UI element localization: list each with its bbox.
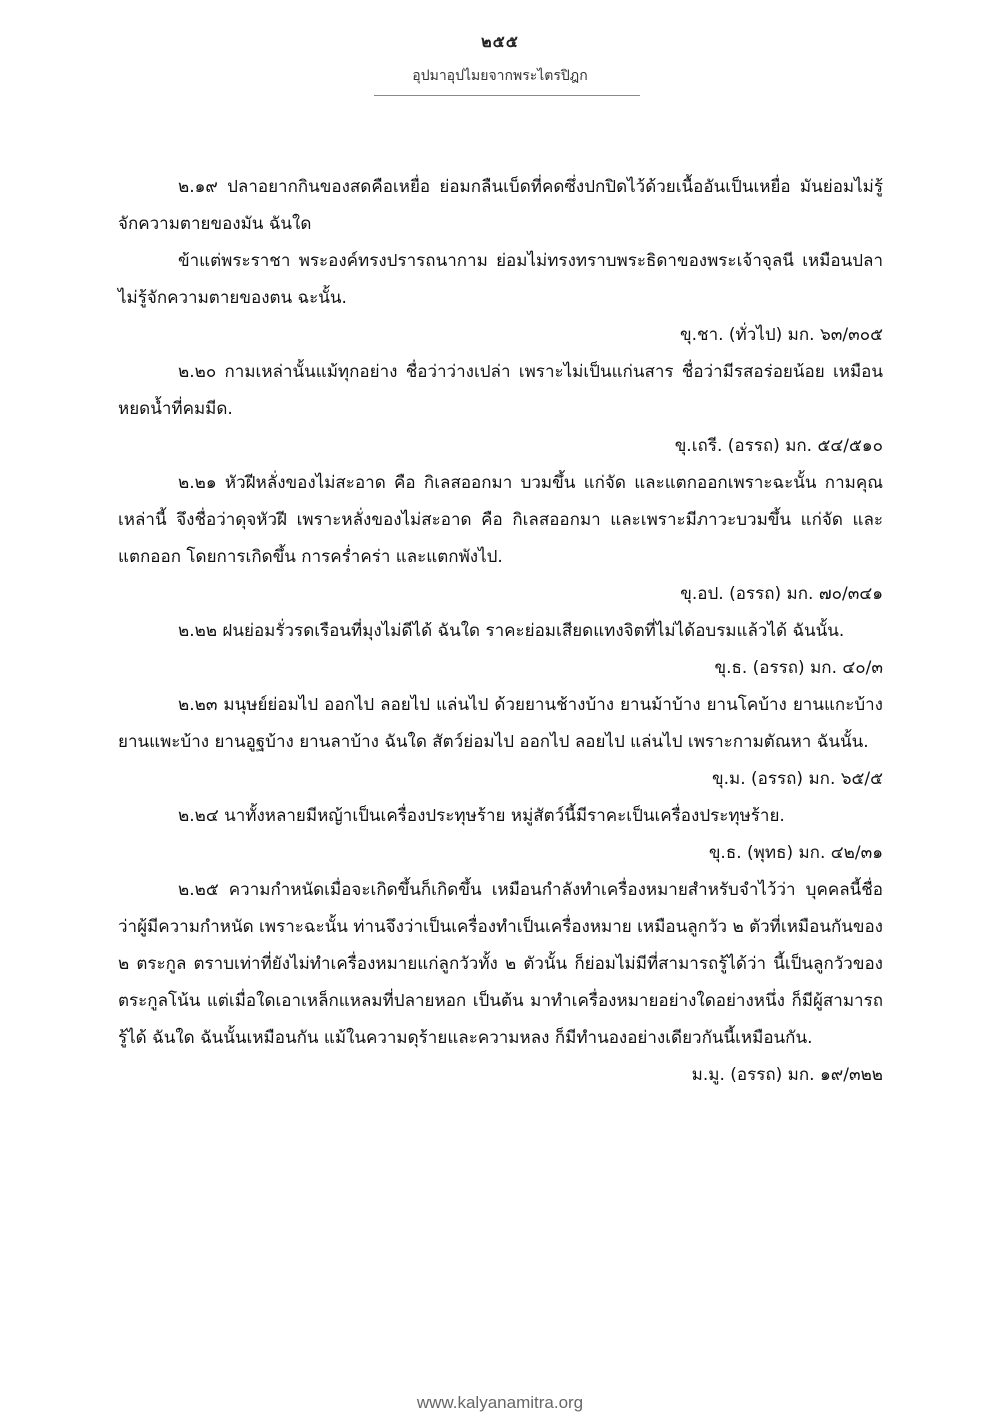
paragraph: ๒.๒๐ กามเหล่านั้นแม้ทุกอย่าง ชื่อว่าว่างเปล่า เพราะไม่เป็นแก่นสาร ชื่อว่ามีรสอร่อยน้อย เหมือนหยดน้ำที่คมมีด. — [118, 362, 883, 419]
source-reference: ขุ.เถรี. (อรรถ) มก. ๕๔/๕๑๐ — [674, 436, 883, 456]
entry — [118, 613, 883, 687]
entry — [118, 798, 883, 872]
footer-website-link[interactable]: www.kalyanamitra.org — [416, 1393, 584, 1412]
paragraph: ๒.๒๕ ความกำหนัดเมื่อจะเกิดขึ้นก็เกิดขึ้น เหมือนกำลังทำเครื่องหมายสำหรับจำไว้ว่า บุคคลนี้ชื่อว่าผู้มีความกำหนัด เพราะฉะนั้น ท่านจึงว่าเป็นเครื่องทำเป็นเครื่องหมาย เหมือนลูกวัว ๒ ตัวที่เหมือนกันของ ๒ ตระกูล ตราบเท่าที่ยังไม่ทำเครื่องหมายแก่ลูกวัวทั้ง ๒ ตัวนั้น ก็ย่อมไม่มีที่สามารถรู้ได้ว่า นี้เป็นลูกวัวของตระกูลโน้น แต่เมื่อใดเอาเหล็กแหลมที่ปลายหอก เป็นต้น มาทำเครื่องหมายอย่างใดอย่างหนึ่ง ก็มีผู้สามารถรู้ได้ ฉันใด ฉันนั้นเหมือนกัน แม้ในความดุร้ายและความหลง ก็มีทำนองอย่างเดียวกันนี้เหมือนกัน. — [118, 880, 883, 1048]
paragraph: ๒.๒๑ หัวฝีหลั่งของไม่สะอาด คือ กิเลสออกมา บวมขึ้น แก่จัด และแตกออกเพราะฉะนั้น กามคุณเหล่านี้ จึงชื่อว่าดุจหัวฝี เพราะหลั่งของไม่สะอาด คือ กิเลสออกมา และเพราะมีภาวะบวมขึ้น แก่จัด และแตกออก โดยการเกิดขึ้น การคร่ำคร่า และแตกพังไป. — [118, 473, 883, 567]
entry — [118, 872, 883, 1094]
entry — [118, 169, 883, 354]
book-title: อุปมาอุปไมยจากพระไตรปิฎก — [412, 68, 588, 84]
header-divider — [374, 95, 640, 96]
source-reference: ขุ.ธ. (พุทธ) มก. ๔๒/๓๑ — [708, 843, 883, 863]
source-reference: ขุ.อป. (อรรถ) มก. ๗๐/๓๔๑ — [680, 584, 883, 604]
entry — [118, 354, 883, 465]
entry — [118, 687, 883, 798]
entry — [118, 465, 883, 613]
paragraph: ๒.๑๙ ปลาอยากกินของสดคือเหยื่อ ย่อมกลืนเบ็ดที่คดซึ่งปกปิดไว้ด้วยเนื้ออันเป็นเหยื่อ มันย่อมไม่รู้จักความตายของมัน ฉันใด — [118, 177, 883, 234]
page-number: ๒๕๕ — [481, 32, 519, 51]
source-reference: ขุ.ธ. (อรรถ) มก. ๔๐/๓ — [714, 658, 883, 678]
document-body — [118, 169, 883, 1094]
source-reference: ขุ.ม. (อรรถ) มก. ๖๕/๕ — [711, 769, 883, 789]
source-reference: ม.มู. (อรรถ) มก. ๑๙/๓๒๒ — [691, 1065, 883, 1085]
page-header — [0, 30, 1000, 87]
paragraph: ๒.๒๓ มนุษย์ย่อมไป ออกไป ลอยไป แล่นไป ด้วยยานช้างบ้าง ยานม้าบ้าง ยานโคบ้าง ยานแกะบ้าง ยานแพะบ้าง ยานอูฐบ้าง ยานลาบ้าง ฉันใด สัตว์ย่อมไป ออกไป ลอยไป แล่นไป เพราะกามตัณหา ฉันนั้น. — [118, 695, 883, 752]
paragraph: ข้าแต่พระราชา พระองค์ทรงปรารถนากาม ย่อมไม่ทรงทราบพระธิดาของพระเจ้าจุลนี เหมือนปลาไม่รู้จักความตายของตน ฉะนั้น. — [118, 251, 883, 308]
paragraph: ๒.๒๒ ฝนย่อมรั่วรดเรือนที่มุงไม่ดีได้ ฉันใด ราคะย่อมเสียดแทงจิตที่ไม่ได้อบรมแล้วได้ ฉันนั้น. — [178, 621, 845, 641]
source-reference: ขุ.ชา. (ทั่วไป) มก. ๖๓/๓๐๕ — [680, 325, 883, 345]
paragraph: ๒.๒๔ นาทั้งหลายมีหญ้าเป็นเครื่องประทุษร้าย หมู่สัตว์นี้มีราคะเป็นเครื่องประทุษร้าย. — [178, 806, 785, 826]
